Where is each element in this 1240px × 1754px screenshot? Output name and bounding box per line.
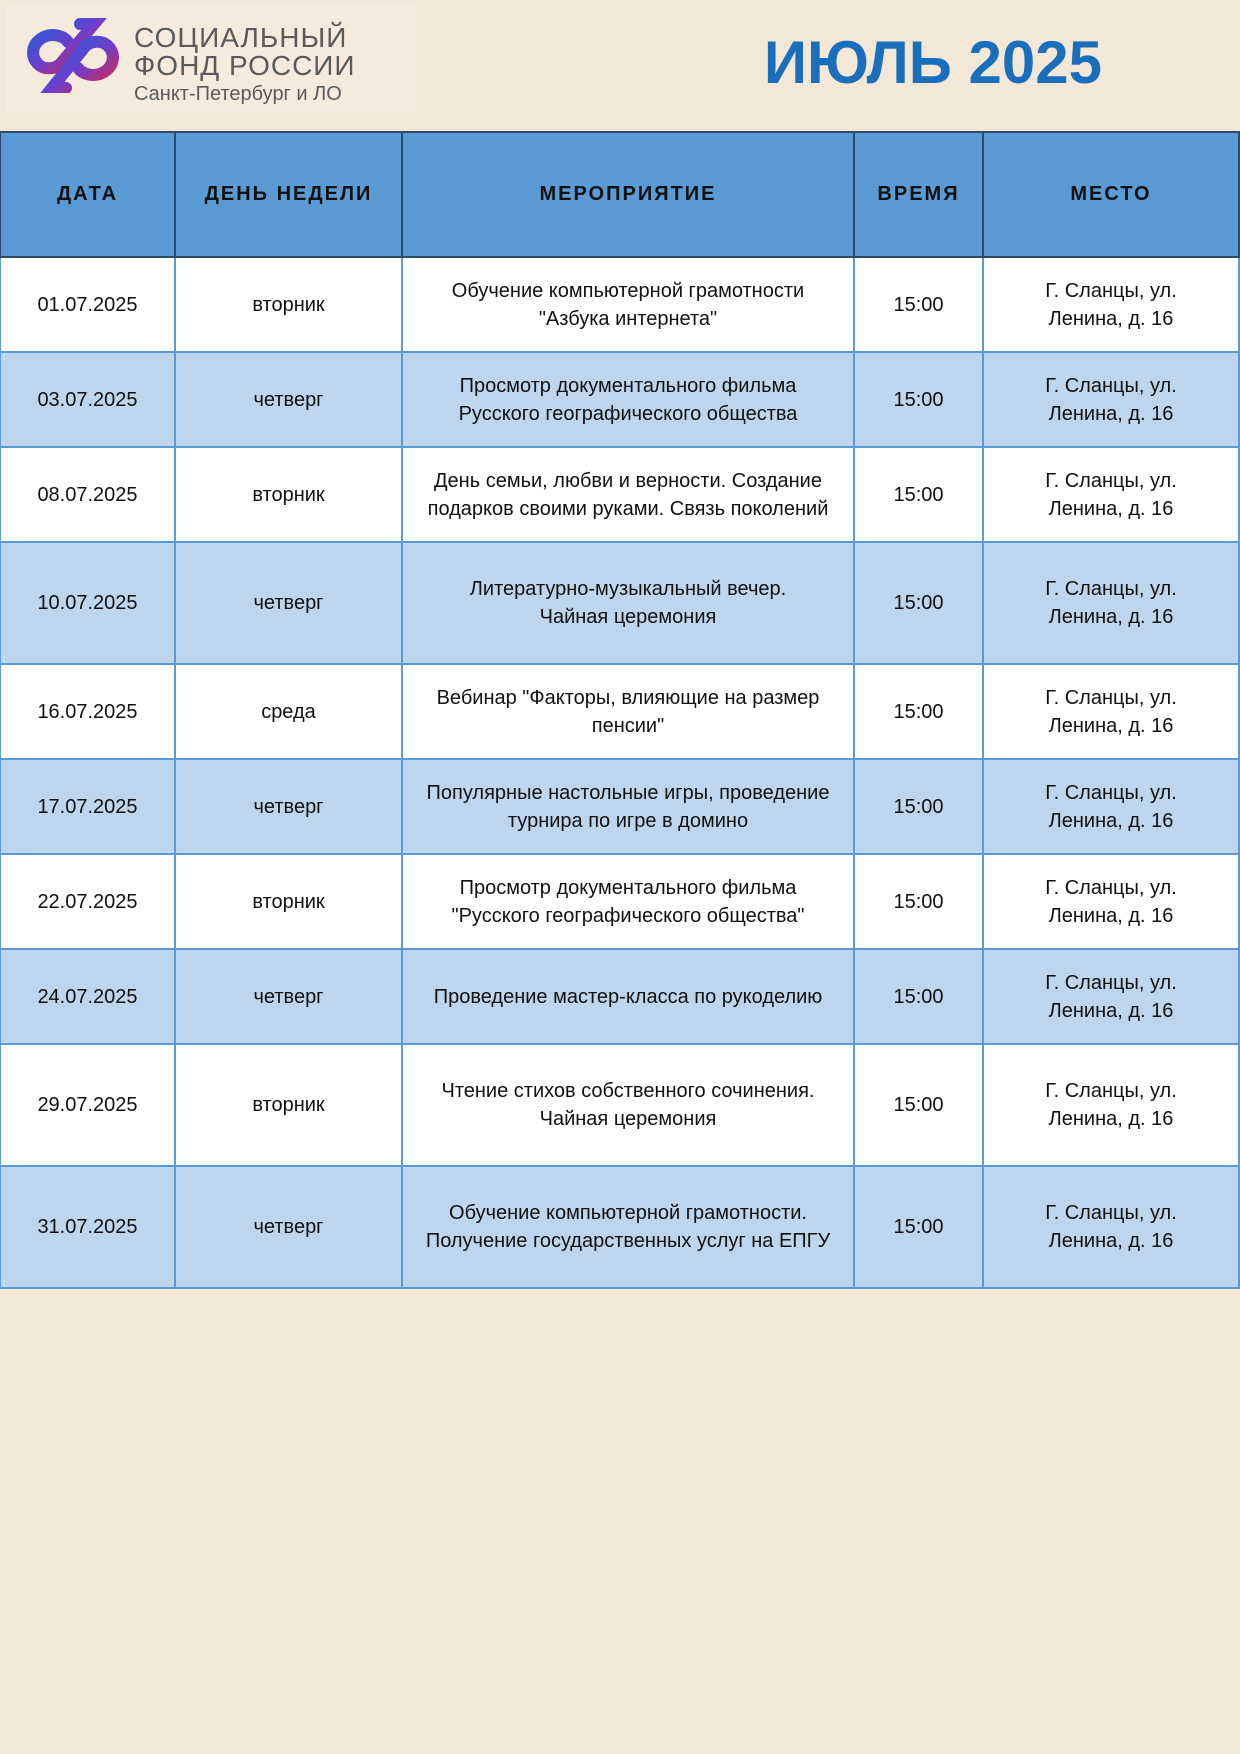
cell-date: 10.07.2025: [0, 542, 175, 664]
event-line: "Русского географического общества": [451, 904, 805, 927]
logo-line-2: ФОНД РОССИИ: [134, 50, 356, 81]
place-line: Г. Сланцы, ул.: [1045, 1202, 1177, 1224]
place-line: Ленина, д. 16: [1048, 402, 1174, 425]
logo-line-1: СОЦИАЛЬНЫЙ: [134, 22, 348, 53]
cell-weekday: четверг: [175, 542, 402, 664]
event-line: пенсии": [591, 714, 665, 737]
place-line: Г. Сланцы, ул.: [1045, 876, 1177, 899]
cell-event: [402, 1166, 854, 1288]
place-line: Ленина, д. 16: [1048, 606, 1174, 628]
cell-event: [402, 759, 854, 854]
column-header-date: ДАТА: [0, 132, 175, 257]
cell-place: [983, 542, 1239, 664]
place-line: Г. Сланцы, ул.: [1045, 469, 1177, 492]
event-line: Просмотр документального фильма: [459, 876, 797, 899]
place-line: Ленина, д. 16: [1048, 904, 1174, 927]
column-header-weekday: ДЕНЬ НЕДЕЛИ: [175, 132, 402, 257]
event-line: "Азбука интернета": [538, 307, 718, 330]
event-line: Обучение компьютерной грамотности.: [449, 1202, 807, 1224]
event-line: Обучение компьютерной грамотности: [451, 279, 805, 302]
table-row: [0, 664, 1239, 759]
cell-place: [983, 1166, 1239, 1288]
cell-weekday: вторник: [175, 447, 402, 542]
cell-place: [983, 257, 1239, 352]
cell-event: [402, 949, 854, 1044]
cell-date: 17.07.2025: [0, 759, 175, 854]
event-line: Получение государственных услуг на ЕПГУ: [425, 1230, 831, 1252]
cell-weekday: четверг: [175, 352, 402, 447]
page-title: ИЮЛЬ 2025: [763, 29, 1102, 96]
place-line: Г. Сланцы, ул.: [1045, 374, 1177, 397]
table-row: [0, 352, 1239, 447]
cell-date: 29.07.2025: [0, 1044, 175, 1166]
event-line: День семьи, любви и верности. Создание: [434, 469, 822, 492]
cell-place: [983, 759, 1239, 854]
place-line: Г. Сланцы, ул.: [1045, 686, 1177, 709]
table-row: [0, 1166, 1239, 1288]
cell-weekday: вторник: [175, 854, 402, 949]
place-line: Ленина, д. 16: [1048, 497, 1174, 520]
logo-line-3: Санкт-Петербург и ЛО: [134, 83, 342, 105]
place-line: Ленина, д. 16: [1048, 1108, 1174, 1130]
cell-time: 15:00: [854, 447, 983, 542]
cell-place: [983, 1044, 1239, 1166]
place-line: Ленина, д. 16: [1048, 809, 1174, 832]
event-line: Чайная церемония: [539, 606, 717, 628]
cell-place: [983, 447, 1239, 542]
logo-text: [134, 24, 356, 106]
event-line: Популярные настольные игры, проведение: [426, 781, 830, 804]
place-line: Г. Сланцы, ул.: [1045, 279, 1177, 302]
cell-weekday: четверг: [175, 949, 402, 1044]
cell-date: 31.07.2025: [0, 1166, 175, 1288]
cell-time: 15:00: [854, 1044, 983, 1166]
cell-weekday: четверг: [175, 1166, 402, 1288]
cell-event: [402, 664, 854, 759]
place-line: Г. Сланцы, ул.: [1045, 971, 1177, 994]
event-line: Просмотр документального фильма: [459, 374, 797, 397]
table-row: [0, 759, 1239, 854]
table-header-row: [0, 132, 1239, 257]
table-row: [0, 1044, 1239, 1166]
cell-event: [402, 257, 854, 352]
cell-date: 24.07.2025: [0, 949, 175, 1044]
column-header-place: МЕСТО: [983, 132, 1239, 257]
cell-event: [402, 1044, 854, 1166]
cell-date: 08.07.2025: [0, 447, 175, 542]
place-line: Ленина, д. 16: [1048, 714, 1174, 737]
table-row: [0, 854, 1239, 949]
cell-date: 22.07.2025: [0, 854, 175, 949]
cell-time: 15:00: [854, 854, 983, 949]
event-line: Чтение стихов собственного сочинения.: [441, 1080, 815, 1102]
event-line: Вебинар "Факторы, влияющие на размер: [436, 686, 820, 709]
cell-weekday: вторник: [175, 257, 402, 352]
event-line: подарков своими руками. Связь поколений: [427, 497, 829, 520]
logo: [6, 4, 416, 112]
place-line: Г. Сланцы, ул.: [1045, 1080, 1177, 1102]
event-line: Литературно-музыкальный вечер.: [469, 578, 787, 600]
cell-time: 15:00: [854, 257, 983, 352]
cell-time: 15:00: [854, 352, 983, 447]
table-body: [0, 257, 1239, 1288]
cell-event: [402, 854, 854, 949]
cell-place: [983, 352, 1239, 447]
cell-place: [983, 949, 1239, 1044]
cell-event: [402, 542, 854, 664]
cell-weekday: четверг: [175, 759, 402, 854]
event-line: Чайная церемония: [539, 1108, 717, 1130]
sfr-logo-icon: [22, 18, 122, 93]
cell-date: 03.07.2025: [0, 352, 175, 447]
table-row: [0, 447, 1239, 542]
cell-time: 15:00: [854, 949, 983, 1044]
cell-time: 15:00: [854, 759, 983, 854]
event-line: турнира по игре в домино: [507, 809, 749, 832]
cell-weekday: вторник: [175, 1044, 402, 1166]
place-line: Ленина, д. 16: [1048, 307, 1174, 330]
cell-place: [983, 854, 1239, 949]
event-line: Русского географического общества: [458, 402, 798, 425]
cell-place: [983, 664, 1239, 759]
table-row: [0, 257, 1239, 352]
cell-weekday: среда: [175, 664, 402, 759]
page-header: [0, 0, 1240, 117]
place-line: Г. Сланцы, ул.: [1045, 781, 1177, 804]
table-row: [0, 542, 1239, 664]
cell-date: 16.07.2025: [0, 664, 175, 759]
cell-date: 01.07.2025: [0, 257, 175, 352]
cell-time: 15:00: [854, 542, 983, 664]
cell-event: [402, 352, 854, 447]
place-line: Ленина, д. 16: [1048, 999, 1174, 1022]
place-line: Ленина, д. 16: [1048, 1230, 1174, 1252]
cell-time: 15:00: [854, 664, 983, 759]
cell-event: [402, 447, 854, 542]
table-row: [0, 949, 1239, 1044]
column-header-time: ВРЕМЯ: [854, 132, 983, 257]
events-schedule-table: [0, 131, 1240, 1289]
event-line: Проведение мастер-класса по рукоделию: [433, 985, 823, 1008]
place-line: Г. Сланцы, ул.: [1045, 578, 1177, 600]
column-header-event: МЕРОПРИЯТИЕ: [402, 132, 854, 257]
cell-time: 15:00: [854, 1166, 983, 1288]
